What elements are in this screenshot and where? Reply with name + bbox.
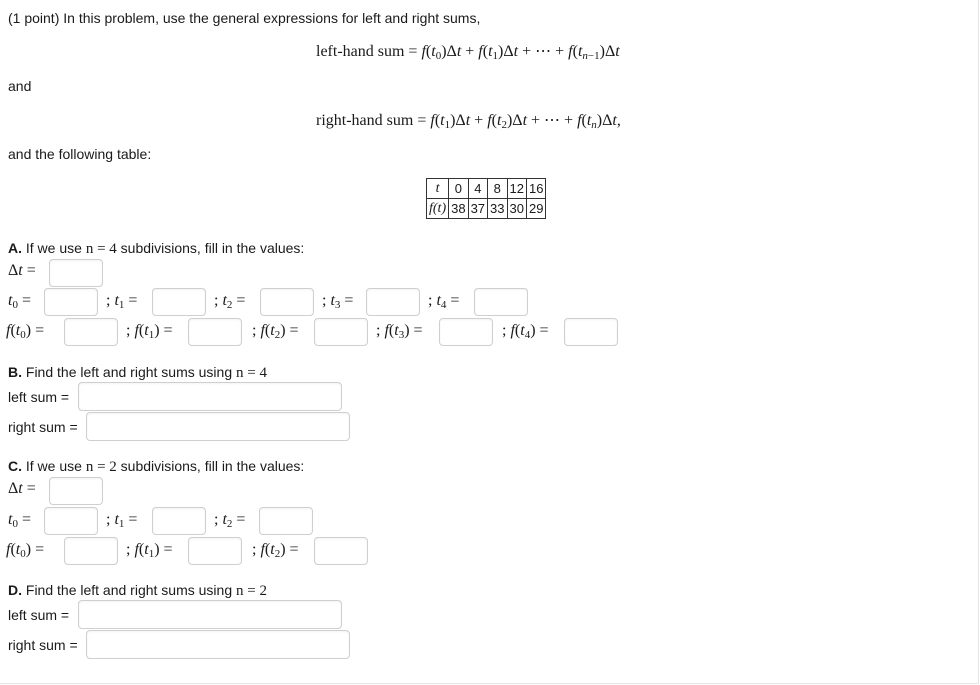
- table-cell: 4: [468, 179, 487, 199]
- part-d-letter: D.: [8, 582, 22, 598]
- values-table: [426, 178, 546, 219]
- part-c-letter: C.: [8, 458, 22, 474]
- d-left-sum-label: left sum =: [8, 607, 70, 623]
- part-c-text-before: If we use: [25, 458, 82, 474]
- table-row-f: [427, 199, 546, 219]
- part-c-text-after: subdivisions, fill in the values:: [120, 458, 305, 474]
- a-t4-label: ; $t_4$ =: [428, 292, 460, 311]
- part-a-heading: [8, 240, 304, 258]
- a-f1-label: ; $f(t_1)$ =: [126, 322, 173, 341]
- table-cell: 12: [507, 179, 526, 199]
- table-cell: 16: [526, 179, 545, 199]
- a-dt-input[interactable]: [49, 259, 103, 287]
- part-b-letter: B.: [8, 364, 22, 380]
- b-left-sum-input[interactable]: [78, 382, 342, 411]
- table-cell: 38: [449, 199, 468, 219]
- right-hand-sum-label: right-hand sum: [316, 112, 414, 129]
- part-a-n: n = 4: [85, 241, 117, 257]
- c-f1-input[interactable]: [188, 537, 242, 565]
- c-t1-label: ; $t_1$ =: [106, 511, 138, 530]
- a-f0-input[interactable]: [64, 318, 118, 346]
- b-left-sum-label: left sum =: [8, 389, 70, 405]
- and-table-text: and the following table:: [8, 146, 152, 162]
- c-t0-label: $t_0$ =: [8, 511, 31, 530]
- a-f3-input[interactable]: [439, 318, 493, 346]
- right-hand-sum-formula: right-hand sum = $f(t_1)\Delta t + f(t_2)\Delta t$ + ⋯ + $f(t_n)\Delta t$,: [316, 112, 621, 131]
- c-dt-label: Δt =: [8, 480, 36, 497]
- part-b-n: n = 4: [236, 365, 267, 381]
- d-left-sum-input[interactable]: [78, 600, 342, 629]
- c-f0-input[interactable]: [64, 537, 118, 565]
- and-text: and: [8, 78, 32, 94]
- part-c-heading: [8, 458, 304, 476]
- c-f2-input[interactable]: [314, 537, 368, 565]
- a-f4-input[interactable]: [564, 318, 618, 346]
- part-a-letter: A.: [8, 240, 22, 256]
- table-cell: 33: [488, 199, 507, 219]
- a-t3-label: ; $t_3$ =: [322, 292, 354, 311]
- c-dt-input[interactable]: [49, 477, 103, 505]
- problem-intro: (1 point) In this problem, use the general expressions for left and right sums,: [8, 10, 481, 26]
- a-f3-label: ; $f(t_3)$ =: [376, 322, 423, 341]
- part-b-text: Find the left and right sums using: [25, 364, 233, 380]
- c-f1-label: ; $f(t_1)$ =: [126, 541, 173, 560]
- a-f0-label: $f(t_0)$ =: [6, 322, 45, 341]
- a-t1-label: ; $t_1$ =: [106, 292, 138, 311]
- part-d-heading: [8, 582, 267, 600]
- a-t3-input[interactable]: [366, 288, 420, 316]
- c-t0-input[interactable]: [44, 507, 98, 535]
- a-dt-label: Δt =: [8, 262, 36, 279]
- d-right-sum-label: right sum =: [8, 637, 78, 653]
- a-f1-input[interactable]: [188, 318, 242, 346]
- b-right-sum-label: right sum =: [8, 419, 78, 435]
- part-d-text: Find the left and right sums using: [25, 582, 233, 598]
- table-cell: 8: [488, 179, 507, 199]
- table-cell: 0: [449, 179, 468, 199]
- a-f2-input[interactable]: [314, 318, 368, 346]
- c-t1-input[interactable]: [152, 507, 206, 535]
- table-cell: 37: [468, 199, 487, 219]
- b-right-sum-input[interactable]: [86, 412, 350, 441]
- c-t2-input[interactable]: [259, 507, 313, 535]
- c-f0-label: $f(t_0)$ =: [6, 541, 45, 560]
- table-cell: 29: [526, 199, 545, 219]
- left-hand-sum-label: left-hand sum: [316, 43, 405, 60]
- table-header-f: f(t): [427, 199, 449, 219]
- c-f2-label: ; $f(t_2)$ =: [252, 541, 299, 560]
- left-hand-sum-formula: left-hand sum = $f(t_0)\Delta t + f(t_1)\Delta t$ + ⋯ + $f(t_{n-1})\Delta t$: [316, 43, 620, 62]
- d-right-sum-input[interactable]: [86, 630, 350, 659]
- a-t2-input[interactable]: [260, 288, 314, 316]
- part-c-n: n = 2: [85, 459, 117, 475]
- table-header-t: t: [427, 179, 449, 199]
- a-t2-label: ; $t_2$ =: [214, 292, 246, 311]
- part-b-heading: [8, 364, 267, 382]
- table-row-t: [427, 179, 546, 199]
- part-a-text-before: If we use: [25, 240, 82, 256]
- a-t4-input[interactable]: [474, 288, 528, 316]
- table-cell: 30: [507, 199, 526, 219]
- a-t0-input[interactable]: [44, 288, 98, 316]
- part-a-text-after: subdivisions, fill in the values:: [120, 240, 305, 256]
- a-f2-label: ; $f(t_2)$ =: [252, 322, 299, 341]
- a-t1-input[interactable]: [152, 288, 206, 316]
- part-d-n: n = 2: [236, 583, 267, 599]
- a-t0-label: $t_0$ =: [8, 292, 31, 311]
- c-t2-label: ; $t_2$ =: [214, 511, 246, 530]
- a-f4-label: ; $f(t_4)$ =: [502, 322, 549, 341]
